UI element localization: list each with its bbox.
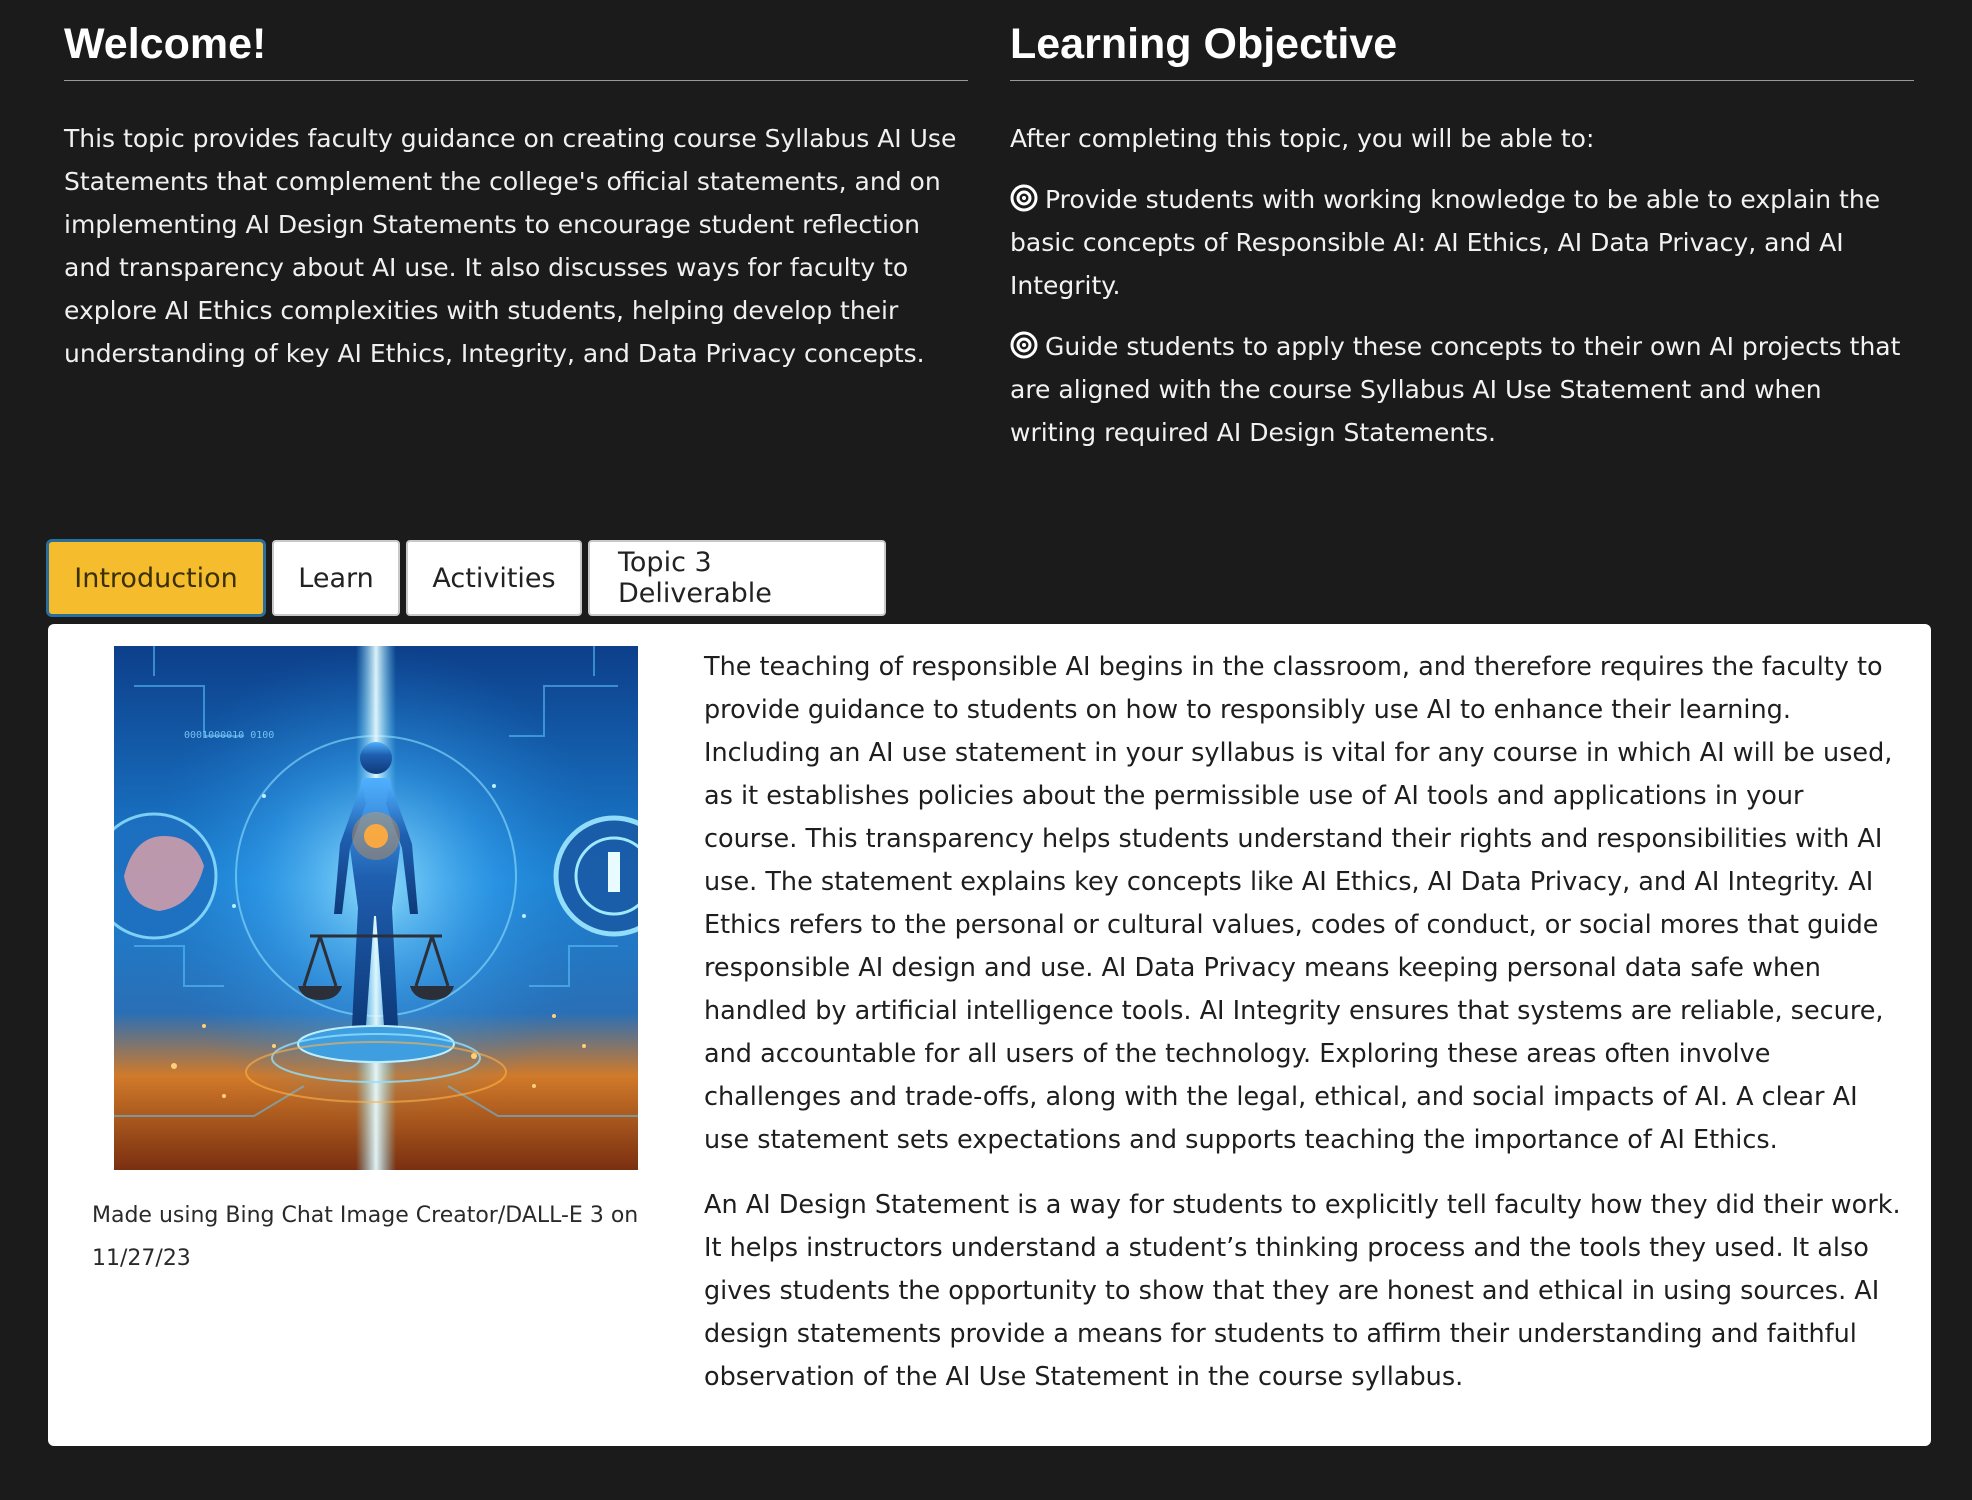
tab-topic-3-deliverable[interactable]: Topic 3 Deliverable: [588, 540, 886, 616]
learning-objective-section: [1010, 8, 1914, 454]
target-icon: [1010, 331, 1038, 359]
tab-learn[interactable]: Learn: [272, 540, 400, 616]
introduction-text: [704, 646, 1904, 1421]
intro-paragraph: The teaching of responsible AI begins in the classroom, and therefore requires the faculty to provide guidance to students on how to responsibly use AI to enhance their learning. Including an AI use statement in your syllabus is vital for any course in which AI will be used, as it establishes policies about the permissible use of AI tools and applications in your course. This transparency helps students understand their rights and responsibilities with AI use. The statement explains key concepts like AI Ethics, AI Data Privacy, and AI Integrity. AI Ethics refers to the personal or cultural values, codes of conduct, or social mores that guide responsible AI design and use. AI Data Privacy means keeping personal data safe when handled by artificial intelligence tools. AI Integrity ensures that systems are reliable, secure, and accountable for all users of the technology. Exploring these areas often involve challenges and trade-offs, along with the legal, ethical, and social impacts of AI. A clear AI use statement sets expectations and supports teaching the importance of AI Ethics.: [704, 652, 1893, 1155]
tab-activities[interactable]: Activities: [406, 540, 582, 616]
objective-item: [1010, 178, 1914, 307]
intro-paragraph: An AI Design Statement is a way for students to explicitly tell faculty how they did their work. It helps instructors understand a student’s thinking process and the tools they used. It also gives students the opportunity to show that they are honest and ethical in using sources. AI design statements provide a means for students to affirm their understanding and faithful observation of the AI Use Statement in the course syllabus.: [704, 1190, 1901, 1392]
tab-list: [46, 540, 886, 617]
objective-text: Guide students to apply these concepts to their own AI projects that are aligned with the course Syllabus AI Use Statement and when writing required AI Design Statements.: [1010, 332, 1901, 447]
tab-panel-introduction: [48, 624, 1931, 1446]
objective-item: [1010, 325, 1914, 454]
svg-text:0001000010 0100: 0001000010 0100: [184, 730, 275, 741]
objectives-intro: After completing this topic, you will be able to:: [1010, 124, 1595, 153]
target-icon: [1010, 184, 1038, 212]
learning-objective-heading: Learning Objective: [1010, 8, 1914, 81]
welcome-section: [64, 8, 968, 375]
objective-text: Provide students with working knowledge to be able to explain the basic concepts of Responsible AI: AI Ethics, AI Data Privacy, and AI Integrity.: [1010, 185, 1881, 300]
welcome-body: This topic provides faculty guidance on creating course Syllabus AI Use Statements that complement the college's official statements, and on implementing AI Design Statements to encourage student reflection and transparency about AI use. It also discusses ways for faculty to explore AI Ethics complexities with students, helping develop their understanding of key AI Ethics, Integrity, and Data Privacy concepts.: [64, 124, 957, 368]
image-caption: Made using Bing Chat Image Creator/DALL-E 3 on 11/27/23: [92, 1203, 639, 1271]
tab-introduction[interactable]: Introduction: [46, 539, 266, 617]
responsible-ai-illustration: [114, 646, 638, 1170]
welcome-heading: Welcome!: [64, 8, 968, 81]
